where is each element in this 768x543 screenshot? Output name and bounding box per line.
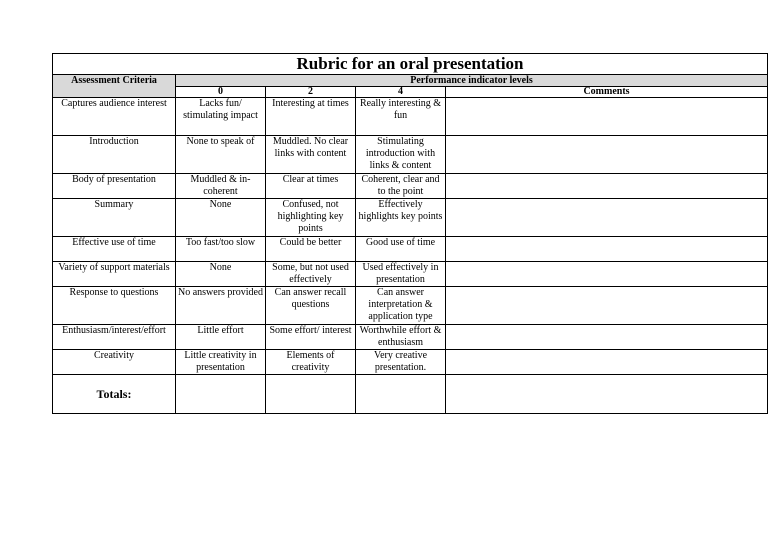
comments-cell: [446, 199, 768, 237]
level-4-cell: Really interesting & fun: [356, 98, 446, 136]
level-4-cell: Effectively highlights key points: [356, 199, 446, 237]
level-0-header: 0: [176, 87, 266, 98]
level-0-cell: Too fast/too slow: [176, 237, 266, 262]
level-0-cell: Lacks fun/ stimulating impact: [176, 98, 266, 136]
level-2-cell: Confused, not highlighting key points: [266, 199, 356, 237]
level-4-cell: Coherent, clear and to the point: [356, 174, 446, 199]
comments-cell: [446, 350, 768, 375]
level-4-cell: Worthwhile effort & enthusiasm: [356, 325, 446, 350]
rubric-title: Rubric for an oral presentation: [53, 54, 768, 75]
table-row: [53, 174, 768, 199]
comments-cell: [446, 287, 768, 325]
level-0-cell: None to speak of: [176, 136, 266, 174]
title-row: [53, 54, 768, 75]
rubric-table: [52, 53, 768, 414]
level-0-cell: None: [176, 262, 266, 287]
level-2-cell: Clear at times: [266, 174, 356, 199]
level-0-cell: No answers provided: [176, 287, 266, 325]
criterion-cell: Creativity: [53, 350, 176, 375]
level-2-header: 2: [266, 87, 356, 98]
criterion-cell: Body of presentation: [53, 174, 176, 199]
criterion-cell: Variety of support materials: [53, 262, 176, 287]
level-4-cell: Good use of time: [356, 237, 446, 262]
comments-cell: [446, 174, 768, 199]
totals-row: [53, 375, 768, 414]
totals-level-0-cell: [176, 375, 266, 414]
criterion-cell: Response to questions: [53, 287, 176, 325]
header-row: [53, 75, 768, 87]
totals-label: Totals:: [53, 375, 176, 414]
criterion-cell: Effective use of time: [53, 237, 176, 262]
level-2-cell: Some, but not used effectively: [266, 262, 356, 287]
table-row: [53, 262, 768, 287]
level-0-cell: Muddled & in-coherent: [176, 174, 266, 199]
comments-cell: [446, 325, 768, 350]
criterion-cell: Introduction: [53, 136, 176, 174]
criterion-cell: Enthusiasm/interest/effort: [53, 325, 176, 350]
level-4-cell: Can answer interpretation & application type: [356, 287, 446, 325]
level-0-cell: Little effort: [176, 325, 266, 350]
totals-level-2-cell: [266, 375, 356, 414]
level-2-cell: Can answer recall questions: [266, 287, 356, 325]
totals-comments-cell: [446, 375, 768, 414]
criterion-cell: Summary: [53, 199, 176, 237]
table-row: [53, 287, 768, 325]
table-row: [53, 325, 768, 350]
criterion-cell: Captures audience interest: [53, 98, 176, 136]
table-row: [53, 350, 768, 375]
level-2-cell: Interesting at times: [266, 98, 356, 136]
level-2-cell: Elements of creativity: [266, 350, 356, 375]
totals-level-4-cell: [356, 375, 446, 414]
comments-cell: [446, 237, 768, 262]
level-4-cell: Very creative presentation.: [356, 350, 446, 375]
table-row: [53, 136, 768, 174]
level-4-cell: Stimulating introduction with links & content: [356, 136, 446, 174]
performance-header: Performance indicator levels: [176, 75, 768, 87]
comments-header: Comments: [446, 87, 768, 98]
level-2-cell: Muddled. No clear links with content: [266, 136, 356, 174]
level-0-cell: Little creativity in presentation: [176, 350, 266, 375]
level-2-cell: Some effort/ interest: [266, 325, 356, 350]
table-row: [53, 237, 768, 262]
criteria-header: Assessment Criteria: [53, 75, 176, 98]
level-0-cell: None: [176, 199, 266, 237]
level-4-header: 4: [356, 87, 446, 98]
comments-cell: [446, 98, 768, 136]
level-2-cell: Could be better: [266, 237, 356, 262]
table-row: [53, 98, 768, 136]
comments-cell: [446, 262, 768, 287]
table-row: [53, 199, 768, 237]
comments-cell: [446, 136, 768, 174]
level-4-cell: Used effectively in presentation: [356, 262, 446, 287]
